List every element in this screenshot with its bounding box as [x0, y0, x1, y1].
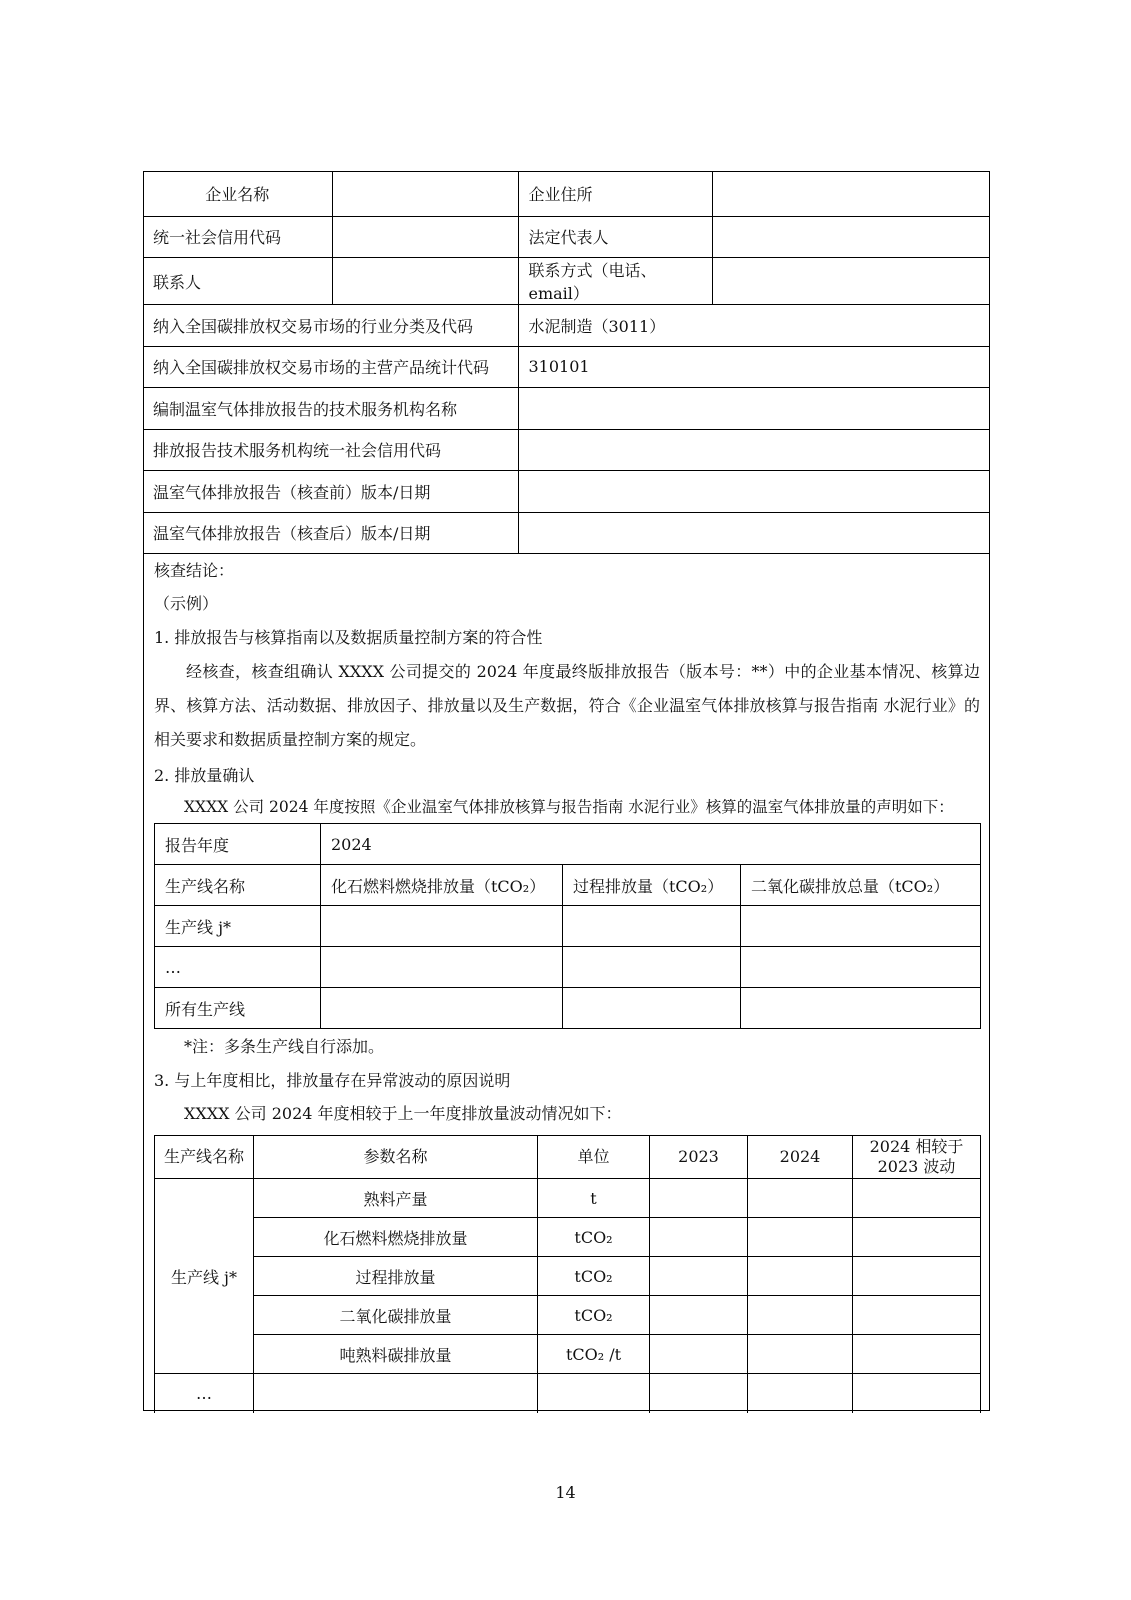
table-cell[interactable] — [853, 1179, 981, 1218]
report-after-value[interactable] — [518, 512, 990, 554]
header-fossil-emission: 化石燃料燃烧排放量（tCO₂） — [321, 865, 563, 906]
table-cell[interactable] — [748, 1218, 853, 1257]
year-label: 报告年度 — [155, 824, 321, 865]
param-unit: tCO₂ — [538, 1296, 650, 1335]
section-1-body: 经核查，核查组确认 XXXX 公司提交的 2024 年度最终版排放报告（版本号：**）中的企业基本情况、核算边界、核算方法、活动数据、排放因子、排放量以及生产数据，符合《企业温室气体排放核算与报告指南 水泥行业》的相关要求和数据质量控制方案的规定。 — [154, 662, 980, 749]
table-cell[interactable] — [650, 1296, 748, 1335]
enterprise-info-table — [143, 171, 990, 554]
example-note: （示例） — [154, 594, 219, 613]
table-cell[interactable] — [650, 1374, 748, 1413]
legal-rep-label: 法定代表人 — [518, 216, 712, 258]
header-2023: 2023 — [650, 1136, 748, 1179]
table-cell[interactable] — [321, 906, 563, 947]
param-unit: tCO₂ — [538, 1218, 650, 1257]
company-name-label: 企业名称 — [143, 171, 332, 216]
company-name-value[interactable] — [332, 171, 518, 216]
product-code-value: 310101 — [518, 346, 990, 388]
company-address-label: 企业住所 — [518, 171, 712, 216]
param-unit: t — [538, 1179, 650, 1218]
param-name: 二氧化碳排放量 — [254, 1296, 538, 1335]
table-cell[interactable] — [741, 988, 981, 1029]
service-org-code-value[interactable] — [518, 429, 990, 471]
table-cell[interactable] — [321, 947, 563, 988]
table-row-label: … — [155, 947, 321, 988]
contact-method-label: 联系方式（电话、email） — [518, 258, 712, 305]
table-cell[interactable] — [650, 1179, 748, 1218]
param-name: 熟料产量 — [254, 1179, 538, 1218]
credit-code-value[interactable] — [332, 216, 518, 258]
line-label: 生产线 j* — [155, 1179, 254, 1374]
contact-person-value[interactable] — [332, 258, 518, 305]
param-unit: tCO₂ /t — [538, 1335, 650, 1374]
industry-label: 纳入全国碳排放权交易市场的行业分类及代码 — [143, 305, 518, 347]
emission-table — [154, 823, 981, 1029]
table-cell[interactable] — [321, 988, 563, 1029]
contact-method-value[interactable] — [712, 258, 990, 305]
service-org-label: 编制温室气体排放报告的技术服务机构名称 — [143, 388, 518, 430]
header-2024: 2024 — [748, 1136, 853, 1179]
report-after-label: 温室气体排放报告（核查后）版本/日期 — [143, 512, 518, 554]
service-org-code-label: 排放报告技术服务机构统一社会信用代码 — [143, 429, 518, 471]
page-number: 14 — [555, 1483, 576, 1502]
header-process-emission: 过程排放量（tCO₂） — [563, 865, 741, 906]
table-cell[interactable] — [748, 1296, 853, 1335]
conclusion-heading: 核查结论： — [154, 561, 235, 580]
param-unit: tCO₂ — [538, 1257, 650, 1296]
param-name: 过程排放量 — [254, 1257, 538, 1296]
header-line-name: 生产线名称 — [155, 865, 321, 906]
table-cell[interactable] — [853, 1335, 981, 1374]
section-3-title: 3. 与上年度相比，排放量存在异常波动的原因说明 — [154, 1071, 511, 1090]
table-cell[interactable] — [563, 988, 741, 1029]
table-cell[interactable] — [748, 1374, 853, 1413]
table-cell[interactable] — [741, 906, 981, 947]
table-cell[interactable] — [853, 1374, 981, 1413]
table-cell[interactable] — [650, 1218, 748, 1257]
table-cell[interactable] — [748, 1179, 853, 1218]
header-fluctuation: 2024 相较于 2023 波动 — [853, 1136, 981, 1179]
table-cell[interactable] — [853, 1296, 981, 1335]
table-cell[interactable] — [538, 1374, 650, 1413]
header-unit: 单位 — [538, 1136, 650, 1179]
section-2-title: 2. 排放量确认 — [154, 766, 255, 785]
industry-value: 水泥制造（3011） — [518, 305, 990, 347]
year-value: 2024 — [321, 824, 981, 865]
param-name: 吨熟料碳排放量 — [254, 1335, 538, 1374]
table-cell[interactable] — [741, 947, 981, 988]
table-cell[interactable] — [853, 1257, 981, 1296]
contact-person-label: 联系人 — [143, 258, 332, 305]
service-org-value[interactable] — [518, 388, 990, 430]
table-cell[interactable] — [650, 1257, 748, 1296]
table-cell[interactable] — [748, 1335, 853, 1374]
report-before-label: 温室气体排放报告（核查前）版本/日期 — [143, 471, 518, 513]
table-cell[interactable] — [650, 1335, 748, 1374]
more-lines-label: … — [155, 1374, 254, 1413]
table-cell[interactable] — [254, 1374, 538, 1413]
table-cell[interactable] — [563, 906, 741, 947]
section-2-intro: XXXX 公司 2024 年度按照《企业温室气体排放核算与报告指南 水泥行业》核算的温室气体排放量的声明如下： — [184, 798, 954, 816]
section-3-intro: XXXX 公司 2024 年度相较于上一年度排放量波动情况如下： — [184, 1104, 622, 1123]
report-before-value[interactable] — [518, 471, 990, 513]
header-param-name: 参数名称 — [254, 1136, 538, 1179]
param-name: 化石燃料燃烧排放量 — [254, 1218, 538, 1257]
product-code-label: 纳入全国碳排放权交易市场的主营产品统计代码 — [143, 346, 518, 388]
section-1-title: 1. 排放报告与核算指南以及数据质量控制方案的符合性 — [154, 628, 543, 647]
section-2-note: *注：多条生产线自行添加。 — [184, 1037, 385, 1056]
table-row-label: 生产线 j* — [155, 906, 321, 947]
header-line-name: 生产线名称 — [155, 1136, 254, 1179]
company-address-value[interactable] — [712, 171, 990, 216]
table-cell[interactable] — [563, 947, 741, 988]
table-cell[interactable] — [853, 1218, 981, 1257]
table-cell[interactable] — [748, 1257, 853, 1296]
fluctuation-table — [154, 1135, 981, 1413]
header-total-emission: 二氧化碳排放总量（tCO₂） — [741, 865, 981, 906]
credit-code-label: 统一社会信用代码 — [143, 216, 332, 258]
legal-rep-value[interactable] — [712, 216, 990, 258]
table-row-label: 所有生产线 — [155, 988, 321, 1029]
